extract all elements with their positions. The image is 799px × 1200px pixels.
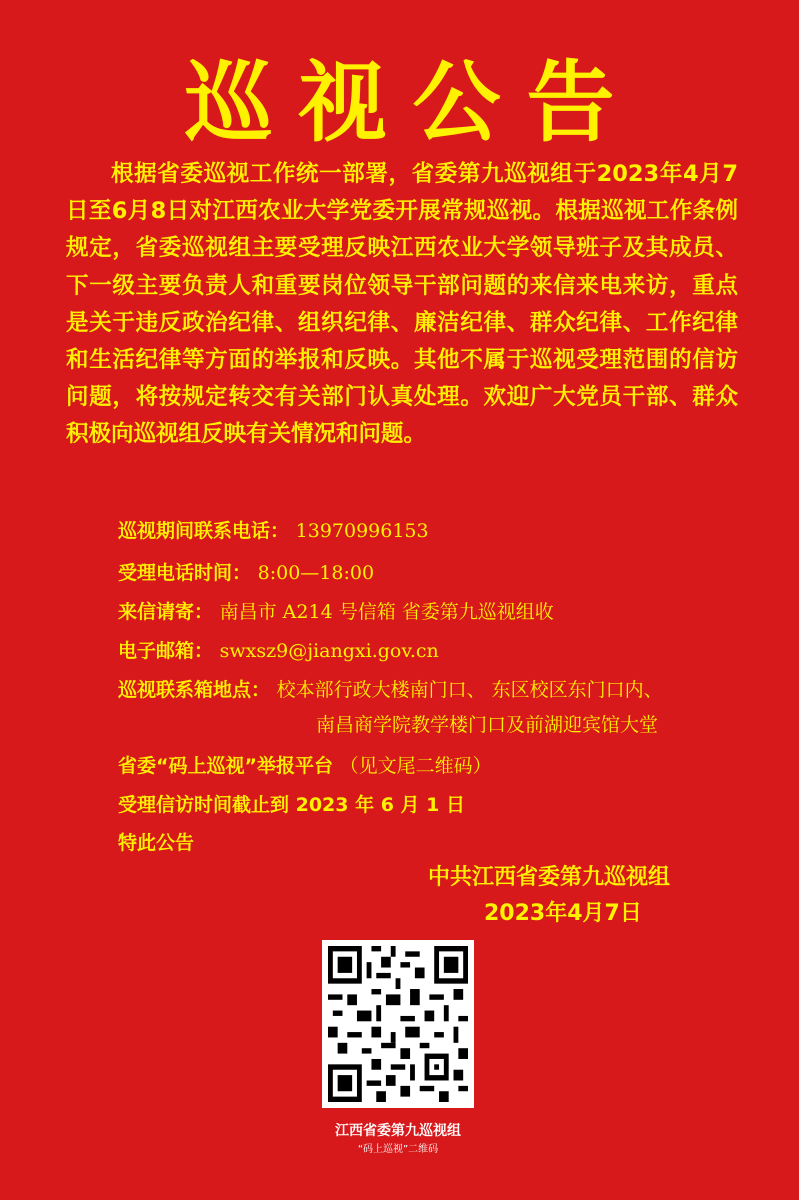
signature-org: 中共江西省委第九巡视组	[428, 865, 671, 890]
email-row	[118, 636, 758, 663]
phone-label: 巡视期间联系电话：	[118, 520, 290, 542]
box-value-line2: 南昌商学院教学楼门口及前湖迎宾馆大堂	[316, 714, 659, 736]
mail-label: 来信请寄：	[118, 601, 214, 623]
phone-value: 13970996153	[295, 520, 429, 542]
notice-body: 根据省委巡视工作统一部署，省委第九巡视组于2023年4月7日至6月8日对江西农业大学党委开展常规巡视。根据巡视工作条例规定，省委巡视组主要受理反映江西农业大学领导班子及其成员、下一级主要负责人和重要岗位领导干部问题的来信来电来访，重点是关于违反政治纪律、组织纪律、廉洁纪律、群众纪律、工作纪律和生活纪律等方面的举报和反映。其他不属于巡视受理范围的信访问题，将按规定转交有关部门认真处理。欢迎广大党员干部、群众积极向巡视组反映有关情况和问题。	[66, 161, 738, 448]
mail-value: 南昌市 A214 号信箱 省委第九巡视组收	[219, 601, 554, 623]
box-label: 巡视联系箱地点：	[118, 679, 271, 701]
hours-value: 8:00—18:00	[257, 562, 375, 584]
box-row-2	[316, 710, 799, 737]
phone-row	[118, 516, 758, 543]
deadline-row	[118, 790, 758, 817]
signature-date: 2023年4月7日	[484, 901, 642, 926]
qr-caption-sub: “码上巡视”二维码	[357, 1144, 439, 1155]
qr-caption-org: 江西省委第九巡视组	[335, 1123, 461, 1139]
platform-row	[118, 751, 758, 778]
platform-note: （见文尾二维码）	[339, 755, 492, 777]
box-row	[118, 675, 758, 702]
closing-row	[118, 828, 758, 855]
platform-text: 省委“码上巡视”举报平台	[118, 755, 333, 777]
qr-code-icon	[328, 946, 468, 1102]
deadline-text: 受理信访时间截止到 2023 年 6 月 1 日	[118, 794, 466, 816]
mail-row	[118, 597, 758, 624]
email-value: swxsz9@jiangxi.gov.cn	[219, 640, 439, 662]
box-value-line1: 校本部行政大楼南门口、 东区校区东门口内、	[276, 679, 663, 701]
email-label: 电子邮箱：	[118, 640, 214, 662]
qr-code	[322, 940, 474, 1108]
closing-text: 特此公告	[118, 832, 195, 854]
hours-label: 受理电话时间：	[118, 562, 252, 584]
hours-row	[118, 558, 758, 585]
notice-title: 巡视公告	[184, 50, 641, 154]
